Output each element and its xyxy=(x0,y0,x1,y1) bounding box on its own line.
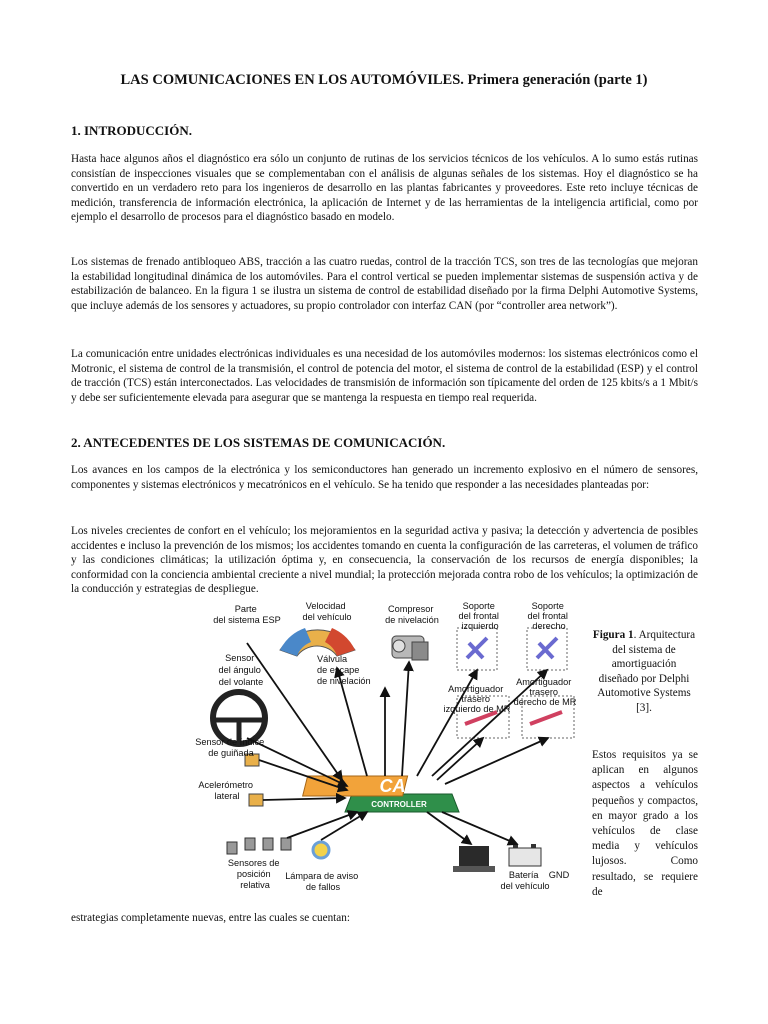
section-heading-introduccion: 1. INTRODUCCIÓN. xyxy=(71,123,192,138)
paragraph-antecedentes-1: Los avances en los campos de la electrónica y los semiconductores han generado un incremento explosivo en el número de sensores, componentes y sistemas electrónicos y mecatrónicos en el vehículo. Se ha tenido que responder a las necesidades planteadas por: xyxy=(71,464,698,491)
label-speed: Velocidad del vehículo xyxy=(302,601,352,622)
caption-label: Figura 1 xyxy=(592,629,634,641)
controller-label: CONTROLLER xyxy=(371,800,427,809)
paragraph-intro-2: Los sistemas de frenado antibloqueo ABS, tracción a las cuatro ruedas, control de la tracción TCS, son tres de las tecnologías que mejoran la estabilidad longitudinal dinámica de los automóviles. Para el control vertical se pueden implementar sistemas de suspensión activa y de estabilización de balanceo. En la figura 1 se ilustra un sistema de control de estabilidad diseñado por la firma Delphi Automotive Systems, que incluye además de los sensores y actuadores, su propio controlador con interfaz CAN (por “controller area network”). xyxy=(71,256,698,312)
side-paragraph: Estos requisitos ya se aplican en algunos aspectos a vehículos pequeños y compactos, en mayor grado a los vehículos de clase media y vehículos lujosos. Como resultado, se requiere de xyxy=(592,749,698,898)
front-mount-right-icon xyxy=(527,628,567,670)
label-mount-left: Soporte del frontal izquierdo xyxy=(458,601,499,631)
label-compressor: Compresor de nivelación xyxy=(385,604,439,625)
label-gnd: GND xyxy=(548,870,570,880)
paragraph-intro-3: La comunicación entre unidades electrónicas individuales es una necesidad de los automóviles modernos: los sistemas electrónicos como el Motronic, el sistema de control de la transmisión, el control de potencia del motor, el sistema de control de la estabilidad (ESP) y el control de tracción (TCS) están interconectados. Las velocidades de transmisión de información son típicamente del orden de 125 kbits/s a 1 Mbit/s y debe ser suficientemente elevada para asegurar que se mantenga la respuesta en tiempo real requerida. xyxy=(71,348,698,404)
label-accel: Acelerómetro lateral xyxy=(198,780,254,801)
label-lamp: Lámpara de aviso de fallos xyxy=(285,871,359,892)
compressor-icon xyxy=(392,636,428,660)
paragraph-antecedentes-2: Los niveles crecientes de confort en el vehículo; los mejoramientos en la seguridad activa y pasiva; la detección y advertencia de posibles accidentes e incluso la prevención de los mismos; los accidentes tomando en cuenta la configuración de las carreteras, el volumen de tráfico y las condiciones climáticas; la utilización óptima y, en consecuencia, la conservación de los recursos de energía disponibles; la conformidad con la conciencia ambiental creciente a nivel mundial; la protección mejorada contra robo de los vehículos; la optimización de la conducción y estrategias de despliegue. xyxy=(71,525,698,596)
caption-text: Arquitectura del sistema de amortiguación diseñado por Delphi Automotive Systems [3]. xyxy=(597,629,696,714)
figure-can-architecture xyxy=(187,598,587,898)
paragraph-continuation: estrategias completamente nuevas, entre las cuales se cuentan: xyxy=(71,912,350,924)
label-damper-right: Amortiguador trasero derecho de MR xyxy=(513,677,577,707)
label-yaw: Sensor de índice de guiñada xyxy=(195,737,265,758)
label-valve: Válvula de escape de nivelación xyxy=(317,654,371,686)
label-angle-sensor: Sensor del ángulo del volante xyxy=(218,653,264,687)
label-mount-right: Soporte del frontal derecho xyxy=(527,601,568,631)
label-battery: Batería del vehículo xyxy=(500,870,550,891)
warning-lamp-icon xyxy=(313,842,329,858)
figure-caption: Figura 1. Arquitectura del sistema de amortiguación diseñado por Delphi Automotive Systems [3]. xyxy=(592,629,696,714)
document-title: LAS COMUNICACIONES EN LOS AUTOMÓVILES. Primera generación (parte 1) xyxy=(120,72,648,88)
accelerometer-icon xyxy=(249,794,263,806)
label-esp: Parte del sistema ESP xyxy=(213,604,281,625)
label-damper-left: Amortiguador trasero izquierdo de MR xyxy=(443,684,511,714)
can-label: CAN xyxy=(379,776,419,796)
paragraph-intro-1: Hasta hace algunos años el diagnóstico era sólo un conjunto de rutinas de los servicios técnicos de los vehículos. A lo sumo estás rutinas consistían de inspecciones visuales que se complementaban con el análisis de algunas señales de los sistemas. Hoy el diagnóstico se ha convertido en un verdadero reto para los ingenieros de desarrollo en las plantas fabricantes y proveedores. Este reto incluye técnicas de medición, transferencia de información electrónica, la aplicación de Internet y de las herramientas de la inteligencia artificial, como por ejemplo el desarrollo de procesos para el diagnóstico basado en modelo. xyxy=(71,153,698,224)
laptop-icon xyxy=(453,846,495,872)
section-heading-antecedentes: 2. ANTECEDENTES DE LOS SISTEMAS DE COMUNICACIÓN. xyxy=(71,435,446,450)
front-mount-left-icon xyxy=(457,628,497,670)
label-position: Sensores de posición relativa xyxy=(227,858,280,890)
